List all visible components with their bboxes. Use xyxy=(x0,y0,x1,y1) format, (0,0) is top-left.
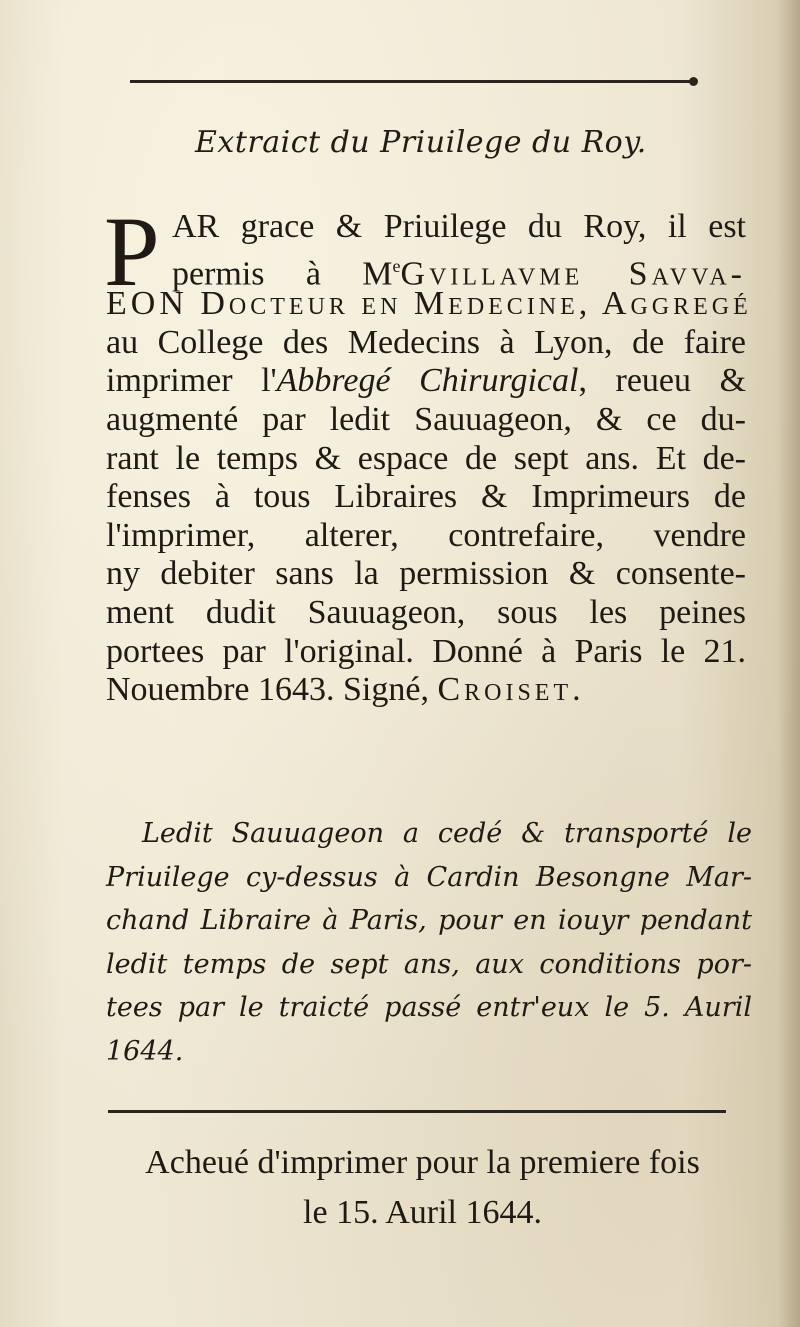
colophon-line: le 15. Auril 1644. xyxy=(303,1194,542,1231)
privilege-line: au College des Medecins à Lyon, de faire xyxy=(106,323,746,361)
transfer-line: chand Libraire à Paris, pour en iouyr pendant xyxy=(106,905,752,936)
privilege-line: ny debiter sans la permission & consente- xyxy=(106,555,746,593)
privilege-line: portees par l'original. Donné à Paris le 21. xyxy=(106,632,746,670)
author-name: Gvillavme Savva- xyxy=(400,254,747,292)
privilege-line: fenses à tous Libraires & Imprimeurs de xyxy=(106,478,746,516)
book-title: Abbregé Chirurgical xyxy=(276,362,579,400)
drop-cap: P xyxy=(104,196,160,307)
privilege-line: permis à MeGvillavme Savva- xyxy=(172,254,747,292)
privilege-text xyxy=(104,196,752,710)
transfer-line: Priuilege cy-dessus à Cardin Besongne Mar- xyxy=(106,861,752,893)
privilege-line: ment dudit Sauuageon, sous les peines xyxy=(106,593,746,631)
privilege-line: Nouembre 1643. Signé, Croiset. xyxy=(106,671,585,709)
transfer-line: 1644. xyxy=(106,1035,184,1067)
privilege-line: AR grace & Priuilege du Roy, il est xyxy=(172,208,746,245)
transfer-line: tees par le traicté passé entr'eux le 5. Auril xyxy=(106,992,752,1023)
page-edge-shadow xyxy=(778,0,800,1327)
middle-rule xyxy=(108,1110,726,1113)
privilege-line: rant le temps & espace de sept ans. Et de- xyxy=(106,439,746,477)
transfer-note xyxy=(106,812,752,1073)
author-name-continued: EON Docteur en Medecine, Aggregé xyxy=(106,285,752,323)
colophon-line: Acheué d'imprimer pour la premiere fois xyxy=(145,1144,700,1181)
transfer-line: Ledit Sauuageon a cedé & transporté le xyxy=(142,818,752,849)
superscript: e xyxy=(392,255,401,276)
top-rule xyxy=(130,80,692,83)
privilege-line: imprimer l'Abbregé Chirurgical, reueu & xyxy=(106,362,747,400)
privilege-line xyxy=(106,285,752,324)
privilege-heading: Extraict du Priuilege du Roy. xyxy=(195,125,647,160)
colophon xyxy=(100,1138,745,1238)
privilege-line: l'imprimer, alterer, contrefaire, vendre xyxy=(106,516,746,554)
transfer-line: ledit temps de sept ans, aux conditions por- xyxy=(106,948,752,980)
privilege-line: augmenté par ledit Sauuageon, & ce du- xyxy=(106,400,746,438)
signer-name: Croiset. xyxy=(437,671,585,709)
